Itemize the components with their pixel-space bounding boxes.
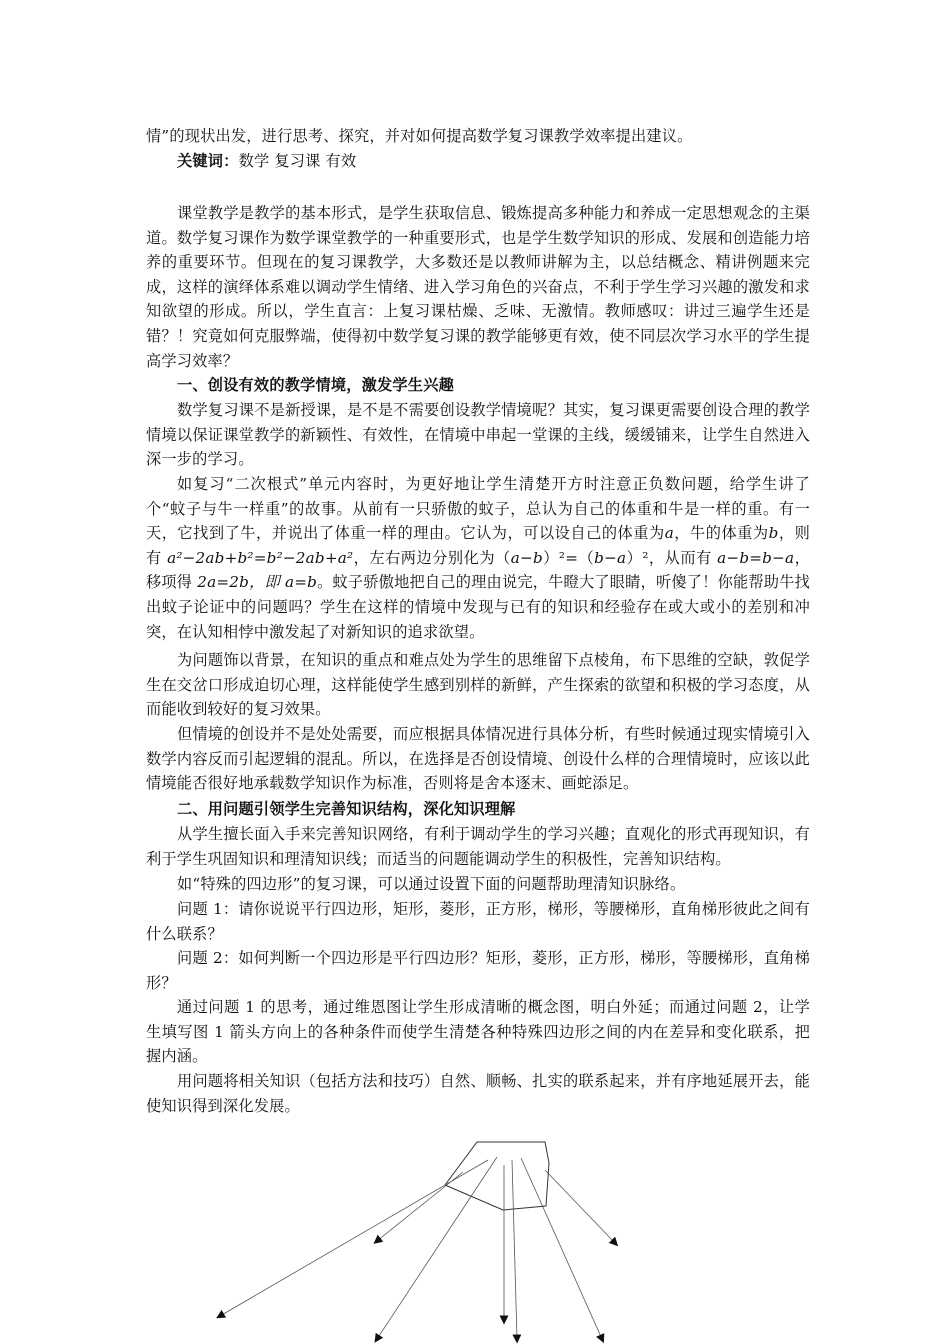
arrow-right-lower [521,1158,602,1339]
s1p2-f: ）²，从而有 [626,548,718,567]
question-1-text: 问题 1：请你说说平行四边形，矩形，菱形，正方形，梯形，等腰梯形，直角梯形彼此之间有什么联系？ [146,900,810,943]
s1p2-eq3: b−a [594,548,627,567]
keywords-label: 关键词： [177,152,239,170]
section-2-p3-text: 通过问题 1 的思考，通过维恩图让学生形成清晰的概念图，明白外延；而通过问题 2，让学生填写图 1 箭头方向上的各种条件而使学生清楚各种特殊四边形之间的内在差异和变化联系，把握内涵。 [146,998,810,1066]
s1p2-eq5: 2a=2b，即 a=b [197,573,318,592]
s1p2-h: 。蚊子骄傲地把自己的理由说完，牛瞪大了眼睛，听傻了！你能帮助牛找出蚊子论证中的问题吗？学生在这样的情境中发现与已有的知识和经验存在或大或小的差别和冲突，在认知相悖中激发起了对新知识的追求欲望。 [146,573,811,641]
arrow-left-far [220,1160,488,1316]
s1p2-d: ，左右两边分别化为（ [353,548,511,567]
s1p2-eq2: a−b [510,548,543,567]
s1p2-b: ，牛的体重为 [673,524,769,543]
section-2-heading-text: 二、用问题引领学生完善知识结构，深化知识理解 [177,800,516,818]
section-1-p1-text: 数学复习课不是新授课，是不是不需要创设教学情境呢？其实，复习课更需要创设合理的教学情境以保证课堂教学的新颖性、有效性，在情境中串起一堂课的主线，缓缓铺来，让学生自然进入深一步的学习。 [146,401,810,469]
keywords-value: 数学 复习课 有效 [238,152,357,170]
section-2-p1-text: 从学生擅长面入手来完善知识网络，有利于调动学生的学习兴趣；直观化的形式再现知识，有利于学生巩固知识和理清知识线；而适当的问题能调动学生的积极性，完善知识结构。 [146,825,810,868]
intro-text: 课堂教学是教学的基本形式，是学生获取信息、锻炼提高多种能力和养成一定思想观念的主渠道。数学复习课作为数学课堂教学的一种重要形式，也是学生数学知识的形成、发展和创造能力培养的重要环节。但现在的复习课教学，大多数还是以教师讲解为主，以总结概念、精讲例题来完成，这样的演绎体系难以调动学生情绪、进入学习角色的兴奋点，不利于学生学习兴趣的激发和求知欲望的形成。所以，学生直言：上复习课枯燥、乏味、无激情。教师感叹：讲过三遍学生还是错？！究竟如何克服弊端，使得初中数学复习课的教学能够更有效，使不同层次学习水平的学生提高学习效率？ [146,204,810,370]
section-2-p2-text: 如“特殊的四边形”的复习课，可以通过设置下面的问题帮助理清知识脉络。 [177,875,686,893]
arrow-right-upper [545,1170,615,1243]
s1p2-eq1: a²−2ab+b²=b²−2ab+a² [167,548,354,567]
s1p2-c: ，则有 [146,524,810,567]
section-1-p4-text: 但情境的创设并不是处处需要，而应根据具体情况进行具体分析，有些时候通过现实情境引入数学内容反而引起逻辑的混乱。所以，在选择是否创设情境、创设什么样的合理情境时，应该以此情境能否很好地承载数学知识作为标准，否则将是舍本逐末、画蛇添足。 [146,725,810,793]
arrow-left-lower [377,1157,497,1339]
s1p2-e: ）²=（ [542,548,595,567]
s1p2-a: 如复习“二次根式”单元内容时，为更好地让学生清楚开方时注意正负数问题，给学生讲了个“蚊子与牛一样重”的故事。从前有一只骄傲的蚊子，总认为自己的体重和牛是一样的重。有一天，它找到了牛，并说出了体重一样的理由。它认为，可以设自己的体重为 [146,475,810,543]
section-2-p4-text: 用问题将相关知识（包括方法和技巧）自然、顺畅、扎实的联系起来，并有序地延展开去，能使知识得到深化发展。 [146,1072,810,1115]
question-2-text: 问题 2：如何判断一个四边形是平行四边形？矩形，菱形，正方形，梯形，等腰梯形，直角梯形？ [146,949,810,992]
section-1-p3-text: 为问题饰以背景，在知识的重点和难点处为学生的思维留下点棱角，布下思维的空缺，敦促学生在交岔口形成迫切心理，这样能使学生感到别样的新鲜，产生探索的欲望和积极的学习态度，从而能收到较好的复习效果。 [146,651,810,719]
s1p2-eq4: a−b=b−a [717,548,795,567]
section-1-heading-text: 一、创设有效的教学情境，激发学生兴趣 [177,376,454,394]
arrow-down-center [512,1160,517,1339]
s1p2-g: ，移项得 [146,548,810,592]
abstract-tail-text: 情”的现状出发，进行思考、探究，并对如何提高数学复习课教学效率提出建议。 [146,127,693,145]
s1p2-var-b: b [768,524,779,543]
s1p2-var-a: a [664,524,674,543]
